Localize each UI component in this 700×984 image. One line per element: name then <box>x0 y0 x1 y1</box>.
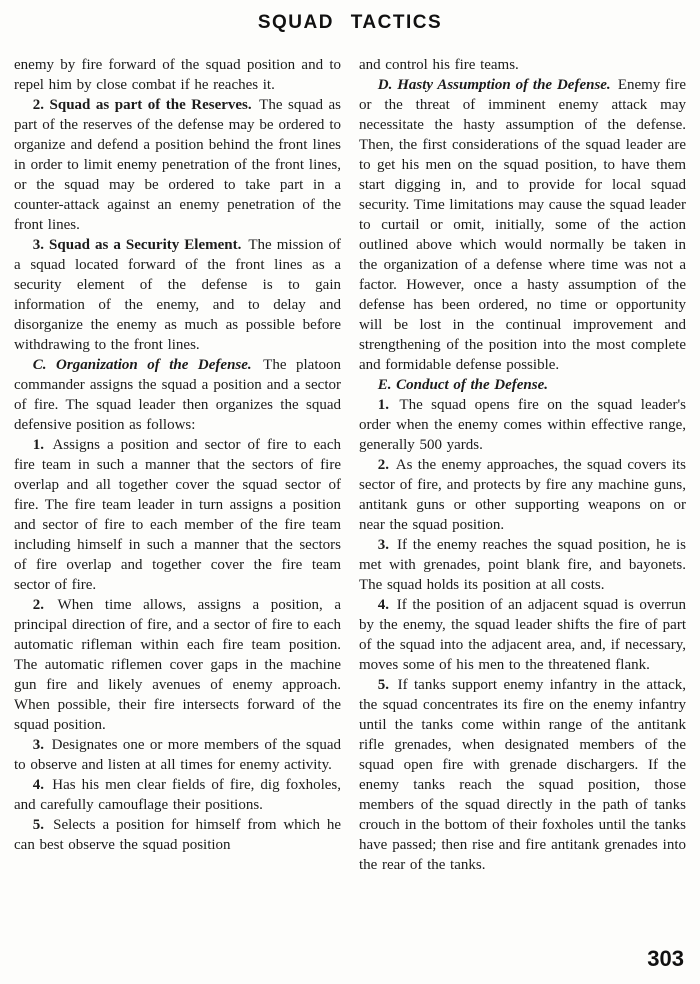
paragraph-text: enemy by fire forward of the squad position and to repel him by close combat if he reaches it. <box>14 57 341 93</box>
paragraph-text: Assigns a position and sector of fire to each fire team in such a manner that the sectors of fire overlap and all together cover the squad sector of fire. The fire team leader in turn assigns a position and sector of fire to each member of the fire team including himself in such a manner that the sectors of fire overlap and together cover the fire team sector of fire. <box>14 437 341 593</box>
column-right <box>359 55 686 875</box>
paragraph-text: Has his men clear fields of fire, dig foxholes, and carefully camouflage their positions. <box>14 777 341 813</box>
page-number: 303 <box>647 946 684 971</box>
paragraph <box>359 455 686 535</box>
paragraph-text: The squad as part of the reserves of the defense may be ordered to organize and defend a position behind the front lines in order to limit enemy penetration of the front lines, or the squad may be ordered to take part in a counter-attack against an enemy penetration of the front lines. <box>14 97 341 233</box>
paragraph <box>359 675 686 875</box>
paragraph-lead: 2. <box>32 597 44 613</box>
paragraph-lead: 4. <box>32 777 44 793</box>
paragraph-text: Enemy fire or the threat of imminent enemy attack may necessitate the hasty assumption of the defense. Then, the first considerations of the squad leader are to get his men on the squad position, to have them start digging in, and to provide for local squad security. Time limitations may cause the squad leader to curtail or omit, initially, some of the action outlined above which would normally be taken in the organization of a defense where time was not a factor. However, once a hasty assumption of the defense has been ordered, no time or opportunity will be lost in the continual improvement and strengthening of the position into the most complete and formidable defense possible. <box>359 77 686 373</box>
page-title: SQUAD TACTICS <box>257 12 443 33</box>
paragraph-lead: 1. <box>32 437 44 453</box>
paragraph-text: As the enemy approaches, the squad covers its sector of fire, and protects by fire any machine guns, antitank guns or other supporting weapons on or near the squad position. <box>359 457 686 533</box>
paragraph <box>14 55 341 95</box>
paragraph <box>14 435 341 595</box>
paragraph-lead: 5. <box>377 677 389 693</box>
paragraph-lead: 2. Squad as part of the Reserves. <box>32 97 252 113</box>
paragraph <box>14 235 341 355</box>
paragraph-text: If the position of an adjacent squad is overrun by the enemy, the squad leader shifts the fire of part of the squad into the adjacent area, and, if necessary, moves some of his men to the threatened flank. <box>359 597 687 673</box>
paragraph-text: If tanks support enemy infantry in the attack, the squad concentrates its fire on the enemy infantry until the tanks come within range of the antitank rifle grenades, when designated members of the squad open fire with grenade dischargers. If the enemy tanks reach the squad position, those members of the squad directly in the path of tanks crouch in the bottom of their foxholes until the tanks have passed; then rise and fire antitank grenades into the rear of the tanks. <box>359 677 686 873</box>
paragraph <box>14 95 341 235</box>
paragraph <box>14 595 341 735</box>
paragraph <box>359 395 686 455</box>
paragraph-text: and control his fire teams. <box>359 57 519 73</box>
paragraph-lead: 3. <box>377 537 389 553</box>
paragraph-text: The platoon commander assigns the squad a position and a sector of fire. The squad leader then organizes the squad defensive position as follows: <box>14 357 341 433</box>
paragraph <box>14 355 341 435</box>
paragraph-lead: 3. <box>32 737 44 753</box>
paragraph <box>359 375 686 395</box>
paragraph <box>14 775 341 815</box>
paragraph <box>359 75 686 375</box>
paragraph-lead: 5. <box>32 817 44 833</box>
paragraph-lead: C. Organization of the Defense. <box>32 357 252 373</box>
paragraph-text: The squad opens fire on the squad leader's order when the enemy comes within effective range, generally 500 yards. <box>359 397 686 453</box>
paragraph-lead: 1. <box>377 397 389 413</box>
paragraph-text: If the enemy reaches the squad position, he is met with grenades, point blank fire, and bayonets. The squad holds its position at all costs. <box>359 537 686 593</box>
paragraph-lead: D. Hasty Assumption of the Defense. <box>377 77 611 93</box>
paragraph <box>359 595 686 675</box>
paragraph-text: When time allows, assigns a position, a principal direction of fire, and a sector of fire to each automatic rifleman within each fire team position. The automatic riflemen cover gaps in the machine gun fire and likely avenues of enemy approach. When possible, their fire intersects forward of the squad position. <box>14 597 342 733</box>
paragraph <box>14 735 341 775</box>
paragraph-lead: 3. Squad as a Security Element. <box>32 237 242 253</box>
paragraph-text: The mission of a squad located forward of the front lines as a security element of the defense is to gain information of the enemy, and to delay and disorganize the enemy as much as possible before withdrawing to the front lines. <box>14 237 341 353</box>
paragraph-lead: 4. <box>377 597 389 613</box>
paragraph-lead: 2. <box>377 457 389 473</box>
paragraph <box>14 815 341 855</box>
column-left <box>14 55 341 875</box>
paragraph-text: Designates one or more members of the squad to observe and listen at all times for enemy activity. <box>14 737 342 773</box>
paragraph <box>359 535 686 595</box>
text-columns <box>14 55 686 875</box>
paragraph <box>359 55 686 75</box>
paragraph-lead: E. Conduct of the Defense. <box>377 377 549 393</box>
paragraph-text: Selects a position for himself from which he can best observe the squad position <box>14 817 341 853</box>
